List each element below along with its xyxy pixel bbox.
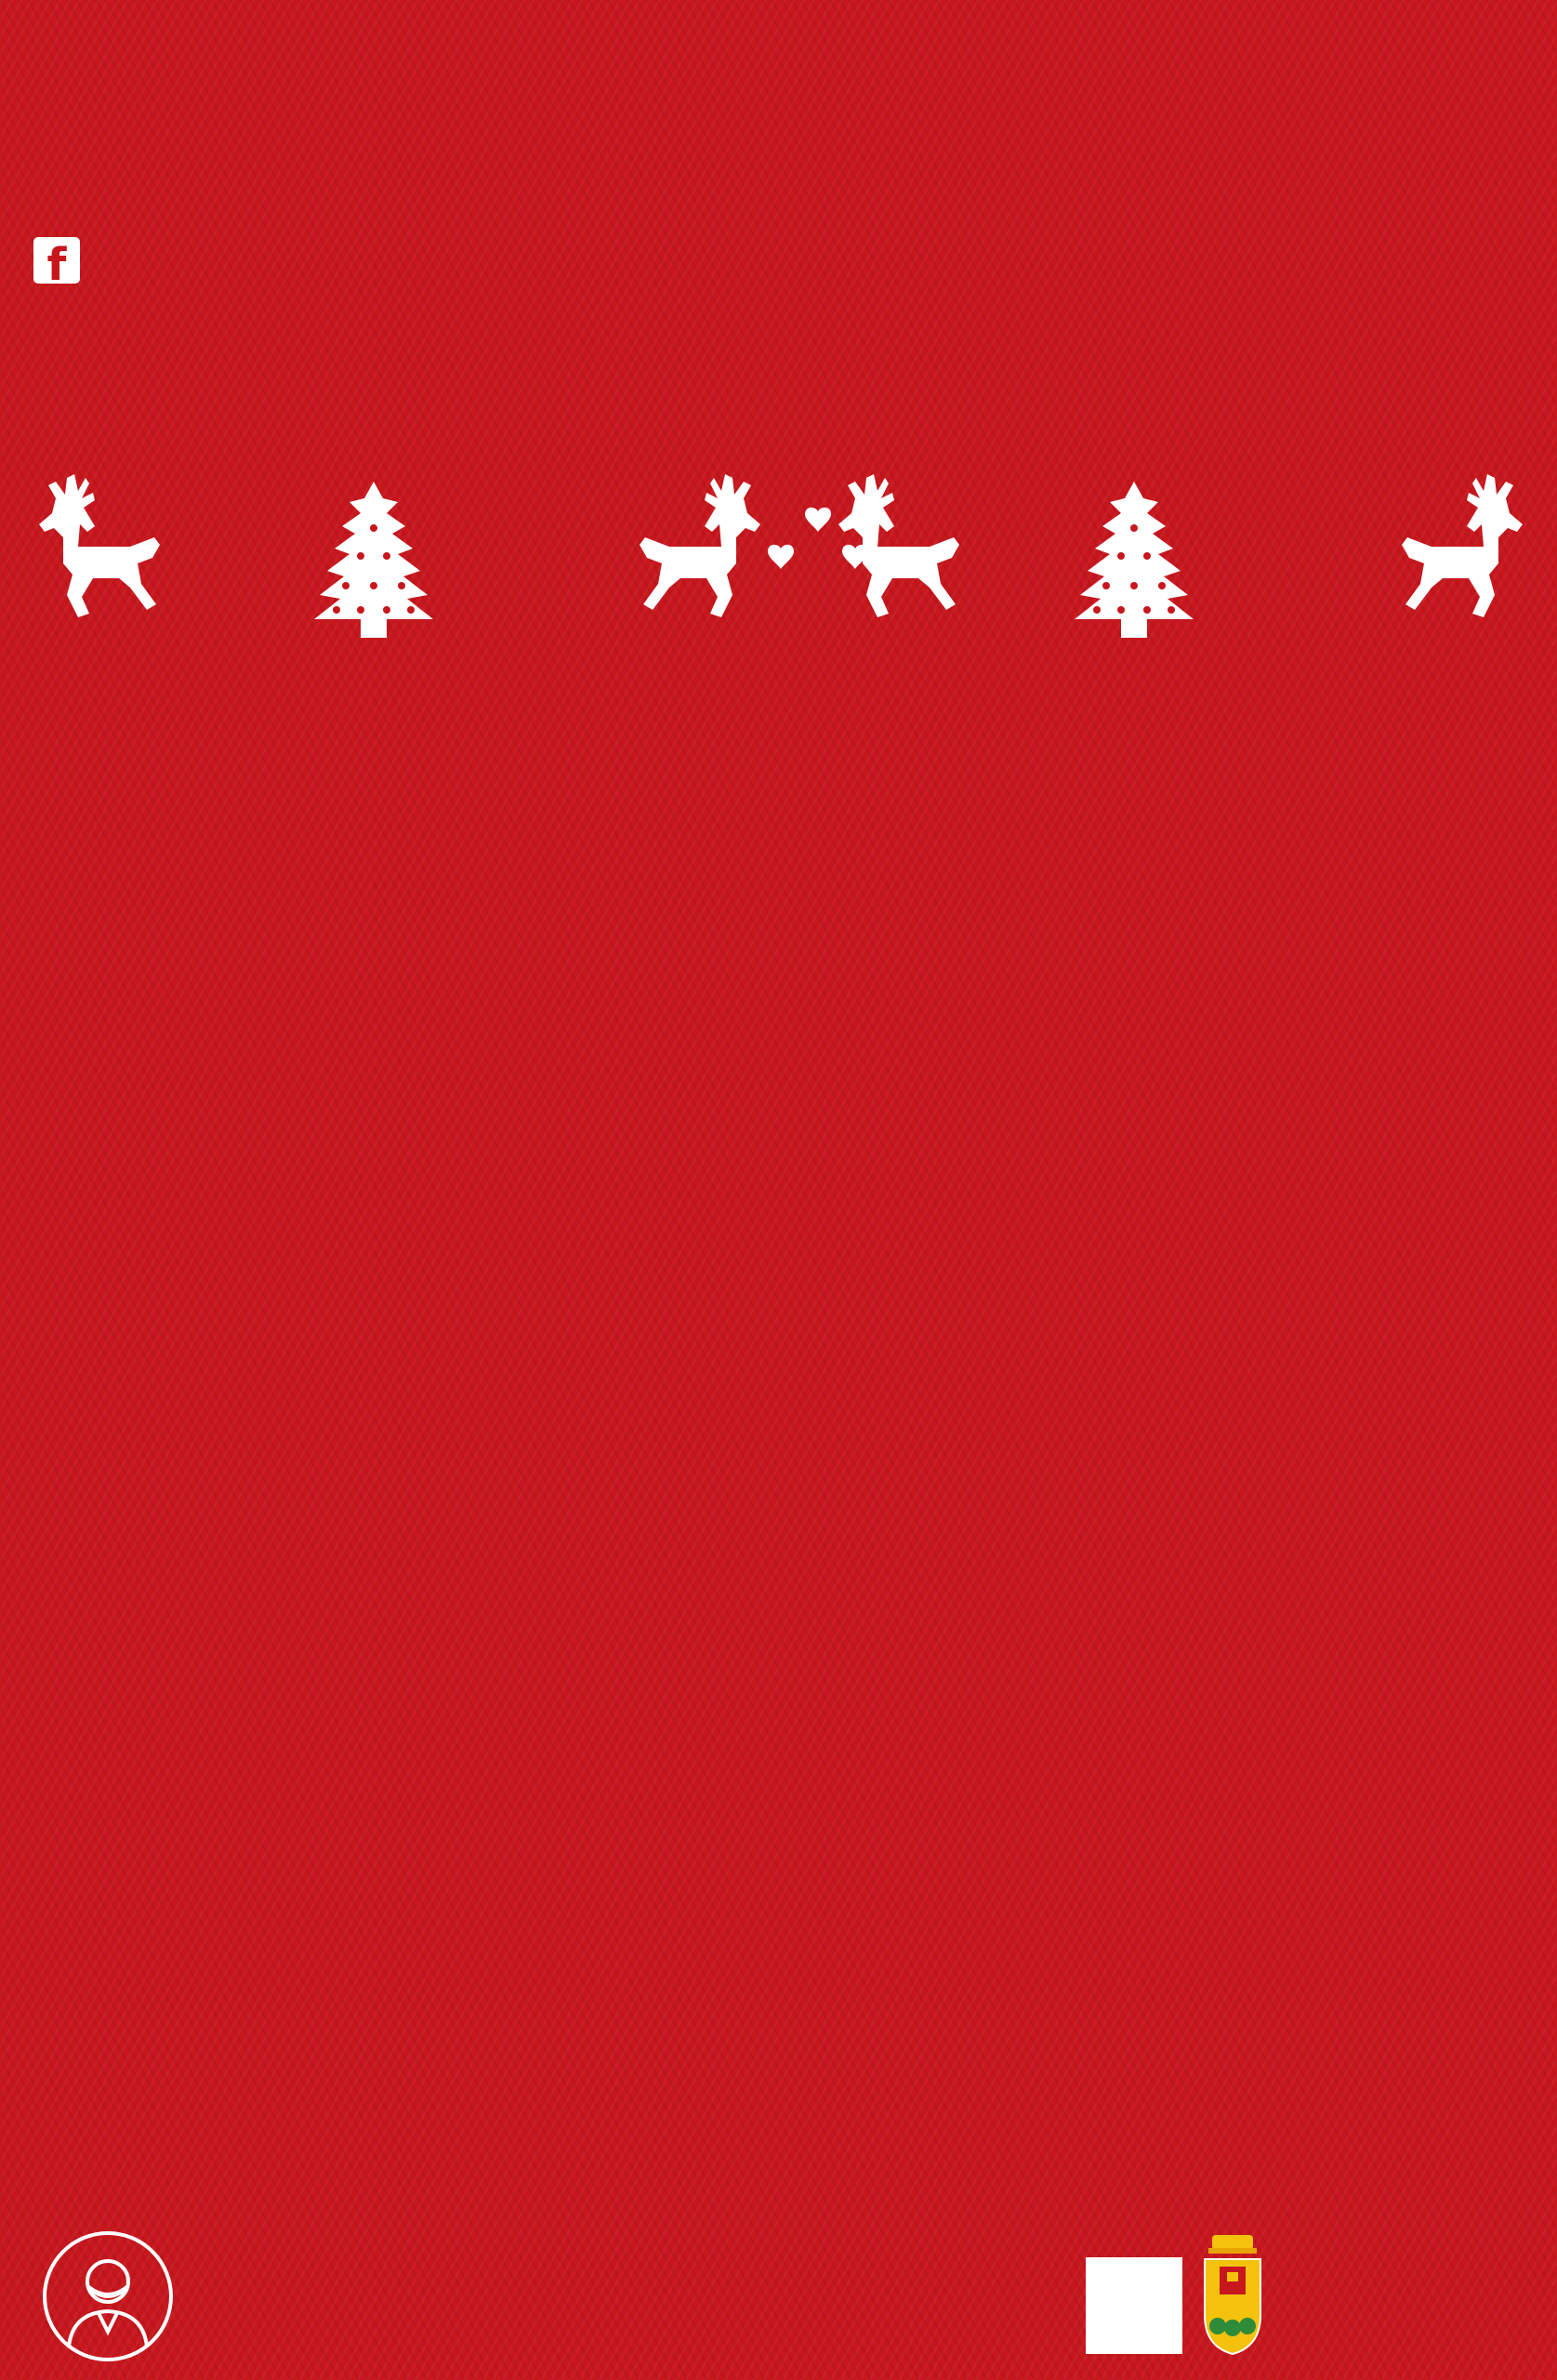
knit-pattern-band <box>0 270 1557 939</box>
knit-hearts-bottom <box>0 2099 1557 2202</box>
face-mask-person-icon <box>43 2231 173 2361</box>
page-title <box>65 37 1497 251</box>
facebook-icon: f <box>33 237 80 284</box>
qr-code-icon[interactable] <box>1086 2257 1182 2354</box>
coat-of-arms-icon <box>1199 2235 1266 2356</box>
footer <box>0 2231 1557 2380</box>
